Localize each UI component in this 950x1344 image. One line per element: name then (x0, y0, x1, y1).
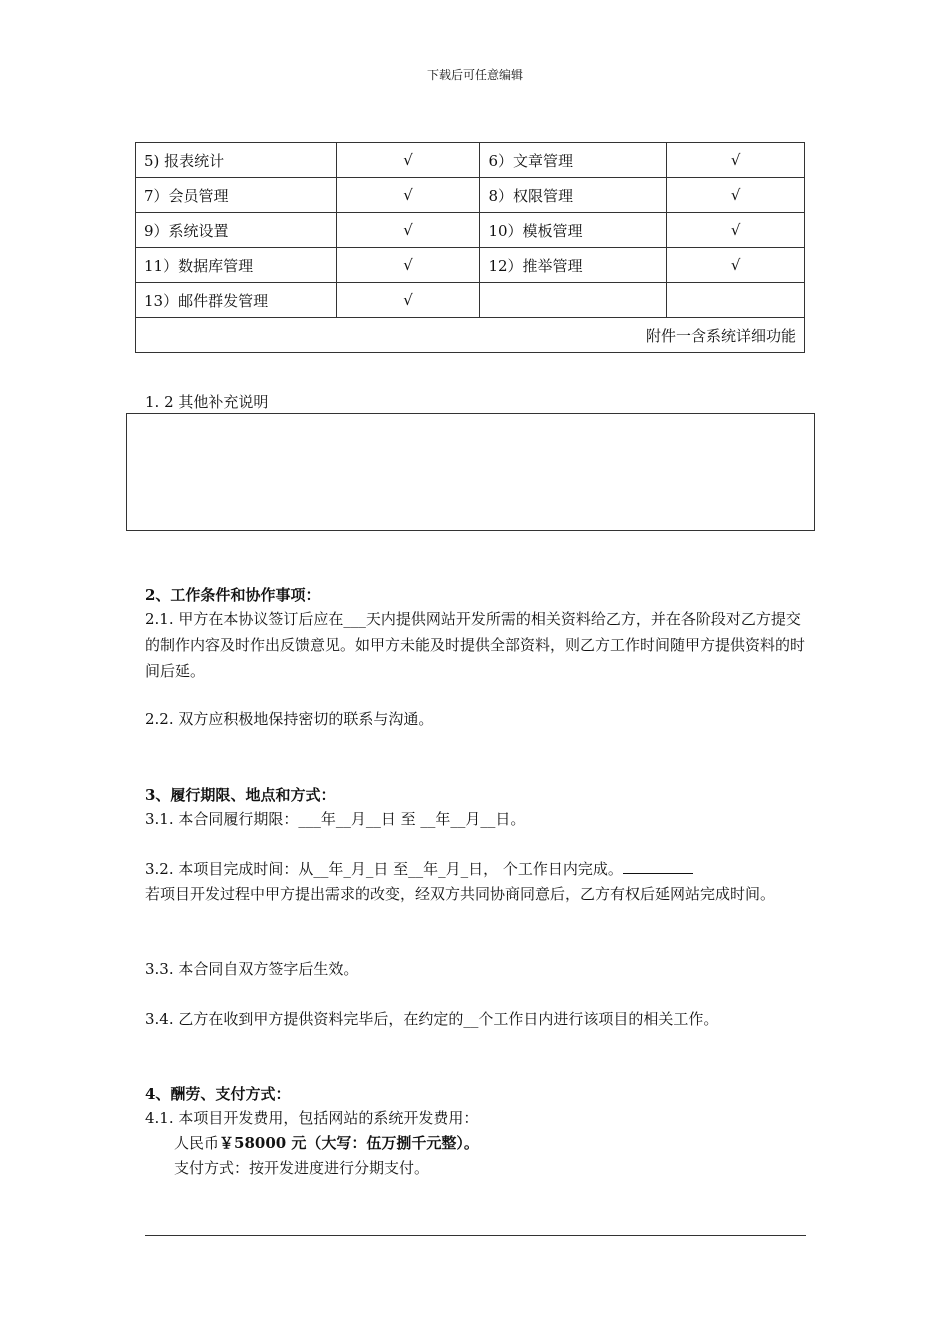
bottom-rule (145, 1235, 806, 1236)
feature-name: 13）邮件群发管理 (136, 283, 337, 318)
check-mark: √ (667, 213, 805, 248)
section3-p5: 3.4. 乙方在收到甲方提供资料完毕后，在约定的__个工作日内进行该项目的相关工作。 (145, 1010, 719, 1028)
supplement-title: 1. 2 其他补充说明 (145, 393, 269, 411)
feature-name: 11）数据库管理 (136, 248, 337, 283)
check-mark: √ (667, 143, 805, 178)
amount-prefix: 人民币 (174, 1134, 220, 1152)
section3-heading: 3、履行期限、地点和方式： (145, 786, 336, 804)
table-row (136, 213, 805, 248)
check-mark: √ (336, 248, 480, 283)
check-mark: √ (667, 248, 805, 283)
feature-name (480, 283, 667, 318)
feature-name: 8）权限管理 (480, 178, 667, 213)
supplement-box (126, 413, 815, 531)
feature-name: 7）会员管理 (136, 178, 337, 213)
check-mark: √ (667, 178, 805, 213)
check-mark: √ (336, 283, 480, 318)
underline-blank (623, 859, 693, 874)
section2-p2: 2.2. 双方应积极地保持密切的联系与沟通。 (145, 710, 434, 728)
check-mark: √ (336, 213, 480, 248)
section3-p4: 3.3. 本合同自双方签字后生效。 (145, 960, 359, 978)
section4-p1: 4.1. 本项目开发费用，包括网站的系统开发费用： (145, 1109, 479, 1127)
feature-name: 5) 报表统计 (136, 143, 337, 178)
section4-payment: 支付方式：按开发进度进行分期支付。 (174, 1159, 430, 1177)
table-footer-row (136, 318, 805, 353)
feature-name: 6）文章管理 (480, 143, 667, 178)
table-row (136, 143, 805, 178)
feature-table (135, 142, 805, 353)
section3-p2-line (145, 856, 810, 882)
table-row (136, 283, 805, 318)
section4-heading: 4、酬劳、支付方式： (145, 1085, 291, 1103)
feature-name: 9）系统设置 (136, 213, 337, 248)
table-row (136, 248, 805, 283)
header-note: 下载后可任意编辑 (426, 68, 523, 82)
feature-name: 12）推举管理 (480, 248, 667, 283)
section3-p3: 若项目开发过程中甲方提出需求的改变，经双方共同协商同意后，乙方有权后延网站完成时间。 (145, 885, 776, 903)
section3-p2: 3.2. 本项目完成时间：从__年_月_日 至__年_月_日， 个工作日内完成。 (145, 860, 623, 878)
table-row (136, 178, 805, 213)
table-footer-note: 附件一含系统详细功能 (136, 318, 805, 353)
check-mark (667, 283, 805, 318)
section4-amount-line (174, 1130, 839, 1156)
section2-p1: 2.1. 甲方在本协议签订后应在___天内提供网站开发所需的相关资料给乙方，并在各阶段对乙方提交的制作内容及时作出反馈意见。如甲方未能及时提供全部资料，则乙方工作时间随甲方提供资料的时间后延。 (145, 610, 806, 680)
check-mark: √ (336, 143, 480, 178)
feature-name: 10）模板管理 (480, 213, 667, 248)
check-mark: √ (336, 178, 480, 213)
section3-p1: 3.1. 本合同履行期限：___年__月__日 至 __年__月__日。 (145, 810, 526, 828)
section2-heading: 2、工作条件和协作事项： (145, 586, 321, 604)
amount-value: ￥58000 元（大写：伍万捌千元整）。 (219, 1134, 479, 1152)
